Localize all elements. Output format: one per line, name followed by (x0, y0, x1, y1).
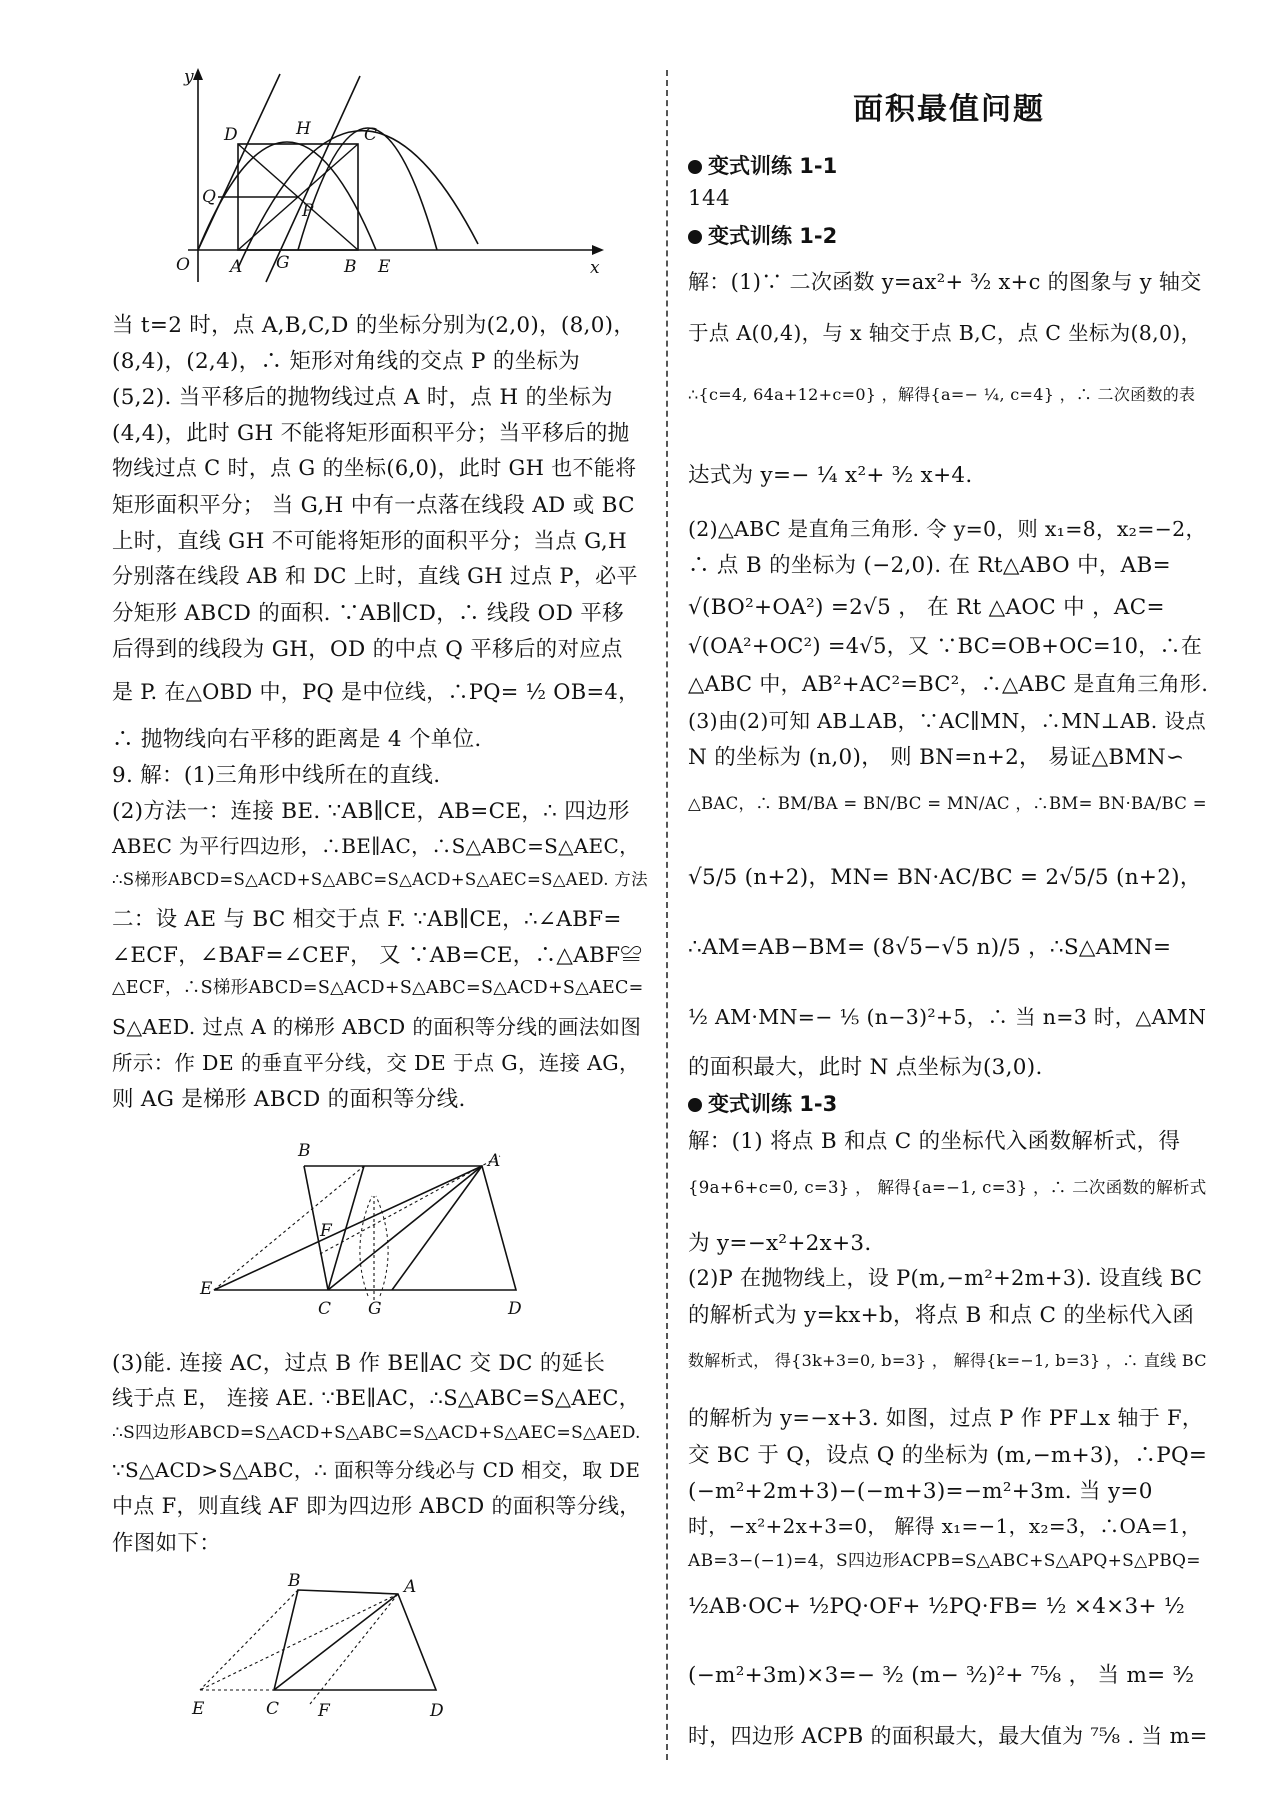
right-text-line: N 的坐标为 (n,0)， 则 BN=n+2， 易证△BMN∽ (688, 745, 1185, 770)
left-text-line: 9. 解：(1)三角形中线所在的直线. (112, 763, 441, 788)
right-text-line: 的面积最大，此时 N 点坐标为(3,0). (688, 1055, 1043, 1080)
right-text-line: ½AB·OC+ ½PQ·OF+ ½PQ·FB= ½ ×4×3+ ½ (688, 1594, 1186, 1619)
fig1-label-h: H (296, 119, 311, 139)
column-divider (666, 70, 668, 1760)
left-text-line: (4,4)，此时 GH 不能将矩形面积平分；当平移后的抛 (112, 421, 630, 446)
right-text-line: ∴AM=AB−BM= (8√5−√5 n)/5 ，∴S△AMN= (688, 935, 1172, 960)
left-text-line: ∠ECF，∠BAF=∠CEF， 又 ∵AB=CE，∴△ABF≌ (112, 943, 643, 968)
left-text-line: S△AED. 过点 A 的梯形 ABCD 的面积等分线的画法如图 (112, 1015, 642, 1039)
figure-quadrilateral-bisector (192, 1571, 544, 1728)
fig1-label-o: O (176, 255, 190, 275)
left-text-line: 分别落在线段 AB 和 DC 上时，直线 GH 过点 P，必平 (112, 564, 638, 588)
fig1-label-c: C (364, 125, 378, 145)
bullet-icon (688, 160, 702, 174)
right-text-line: √5/5 (n+2)，MN= BN·AC/BC = 2√5/5 (n+2)， (688, 865, 1202, 890)
right-text-line: ½ AM·MN=− ⅕ (n−3)²+5，∴ 当 n=3 时，△AMN (688, 1005, 1207, 1029)
fig3-label-b: B (288, 1571, 301, 1591)
fig2-label-a: A (488, 1151, 501, 1171)
right-text-line: 为 y=−x²+2x+3. (688, 1231, 872, 1256)
section-heading-label: 变式训练 1-3 (708, 1092, 838, 1116)
section-heading-label: 变式训练 1-1 (708, 154, 838, 178)
fig1-label-q: Q (202, 187, 216, 207)
fig2-label-g: G (368, 1299, 382, 1319)
fig1-label-x: x (590, 258, 600, 278)
right-text-line: △ABC 中，AB²+AC²=BC²，∴△ABC 是直角三角形. (688, 672, 1209, 696)
left-text-line: ∴S四边形ABCD=S△ACD+S△ABC=S△ACD+S△AEC=S△AED. (112, 1423, 641, 1443)
section-heading (688, 220, 837, 250)
figure-trapezoid-bisector (200, 1136, 640, 1326)
left-text-line: 后得到的线段为 GH，OD 的中点 Q 平移后的对应点 (112, 637, 623, 662)
fig2-label-f: F (320, 1221, 332, 1241)
section-heading (688, 1088, 837, 1118)
left-text-line: 则 AG 是梯形 ABCD 的面积等分线. (112, 1087, 466, 1112)
right-text-line: 时，−x²+2x+3=0， 解得 x₁=−1，x₂=3，∴OA=1， (688, 1514, 1202, 1538)
left-text-line: 上时，直线 GH 不可能将矩形的面积平分；当点 G,H (112, 529, 628, 554)
right-text-line: 解：(1)∵ 二次函数 y=ax²+ ³⁄₂ x+c 的图象与 y 轴交 (688, 270, 1202, 294)
right-text-line: 144 (688, 186, 730, 211)
bullet-icon (688, 1098, 702, 1112)
fig1-label-p: P (302, 201, 314, 221)
fig2-label-d: D (508, 1299, 522, 1319)
fig1-label-e: E (378, 257, 391, 277)
left-text-line: △ECF，∴S梯形ABCD=S△ACD+S△ABC=S△ACD+S△AEC= (112, 978, 644, 998)
right-text-line: (−m²+2m+3)−(−m+3)=−m²+3m. 当 y=0 (688, 1479, 1153, 1504)
fig2-label-e: E (200, 1279, 213, 1299)
fig1-label-b: B (344, 257, 357, 277)
left-text-line: 矩形面积平分； 当 G,H 中有一点落在线段 AD 或 BC (112, 493, 635, 518)
fig1-label-y: y (184, 67, 194, 87)
left-text-line: 所示：作 DE 的垂直平分线，交 DE 于点 G，连接 AG， (112, 1051, 640, 1075)
right-text-line: 达式为 y=− ¼ x²+ ³⁄₂ x+4. (688, 463, 973, 488)
right-text-line: 于点 A(0,4)，与 x 轴交于点 B,C，点 C 坐标为(8,0)， (688, 321, 1202, 345)
right-text-line: 的解析式为 y=kx+b，将点 B 和点 C 的坐标代入函 (688, 1303, 1195, 1328)
fig3-label-e: E (192, 1699, 205, 1719)
right-text-line: 交 BC 于 Q，设点 Q 的坐标为 (m,−m+3)，∴PQ= (688, 1443, 1208, 1468)
left-text-line: ∴ 抛物线向右平移的距离是 4 个单位. (112, 727, 482, 752)
fig1-label-d: D (224, 125, 238, 145)
left-text-line: 是 P. 在△OBD 中，PQ 是中位线，∴PQ= ½ OB=4， (112, 680, 640, 704)
right-text-line: (3)由(2)可知 AB⊥AB，∵AC∥MN，∴MN⊥AB. 设点 (688, 709, 1207, 733)
left-text-line: (5,2). 当平移后的抛物线过点 A 时，点 H 的坐标为 (112, 385, 613, 410)
section-heading (688, 150, 837, 180)
fig1-label-g: G (276, 253, 290, 273)
right-text-line: √(OA²+OC²) =4√5，又 ∵BC=OB+OC=10，∴在 (688, 634, 1203, 658)
right-text-line: ∴ 点 B 的坐标为 (−2,0). 在 Rt△ABO 中，AB= (688, 553, 1171, 578)
left-text-line: 线于点 E， 连接 AE. ∵BE∥AC，∴S△ABC=S△AEC， (112, 1386, 641, 1410)
right-text-line: √(BO²+OA²) =2√5 ， 在 Rt △AOC 中 ，AC= (688, 595, 1165, 620)
fig3-label-c: C (266, 1699, 280, 1719)
left-text-line: 当 t=2 时，点 A,B,C,D 的坐标分别为(2,0)，(8,0)， (112, 313, 636, 338)
section-heading-label: 变式训练 1-2 (708, 224, 838, 248)
fig2-label-b: B (298, 1141, 311, 1161)
right-text-line: (2)△ABC 是直角三角形. 令 y=0，则 x₁=8，x₂=−2， (688, 517, 1207, 541)
left-text-line: 作图如下： (112, 1531, 222, 1556)
left-text-line: 分矩形 ABCD 的面积. ∵AB∥CD，∴ 线段 OD 平移 (112, 601, 624, 626)
left-text-line: (3)能. 连接 AC，过点 B 作 BE∥AC 交 DC 的延长 (112, 1351, 606, 1376)
left-text-line: ∵S△ACD>S△ABC，∴ 面积等分线必与 CD 相交，取 DE (112, 1458, 641, 1482)
right-text-line: 解：(1) 将点 B 和点 C 的坐标代入函数解析式，得 (688, 1129, 1181, 1154)
right-text-line: 数解析式， 得{3k+3=0, b=3} ， 解得{k=−1, b=3} ，∴ 直线 BC (688, 1351, 1207, 1370)
right-text-line: △BAC，∴ BM/BA = BN/BC = MN/AC ，∴BM= BN·BA/BC = (688, 794, 1207, 813)
fig1-label-a: A (230, 257, 243, 277)
bullet-icon (688, 230, 702, 244)
left-text-line: ∴S梯形ABCD=S△ACD+S△ABC=S△ACD+S△AEC=S△AED. 方法 (112, 870, 648, 889)
right-text-line: {9a+6+c=0, c=3} ， 解得{a=−1, c=3} ，∴ 二次函数的解析式 (688, 1178, 1207, 1197)
right-text-line: 的解析为 y=−x+3. 如图，过点 P 作 PF⊥x 轴于 F， (688, 1406, 1204, 1430)
fig3-label-f: F (318, 1701, 330, 1721)
figure-parabola-graph (172, 68, 612, 290)
left-text-line: 二：设 AE 与 BC 相交于点 F. ∵AB∥CE，∴∠ABF= (112, 907, 622, 932)
fig3-label-d: D (430, 1701, 444, 1721)
right-text-line: (2)P 在抛物线上，设 P(m,−m²+2m+3). 设直线 BC (688, 1266, 1203, 1290)
fig3-label-a: A (404, 1577, 417, 1597)
left-text-line: 物线过点 C 时，点 G 的坐标(6,0)，此时 GH 也不能将 (112, 456, 637, 480)
right-text-line: AB=3−(−1)=4，S四边形ACPB=S△ABC+S△APQ+S△PBQ= (688, 1551, 1201, 1571)
fig2-label-c: C (318, 1299, 332, 1319)
left-text-line: (2)方法一：连接 BE. ∵AB∥CE，AB=CE，∴ 四边形 (112, 799, 630, 824)
page-title: 面积最值问题 (853, 92, 1045, 127)
right-text-line: ∴{c=4, 64a+12+c=0} ，解得{a=− ¼, c=4} ，∴ 二次函数的表 (688, 385, 1196, 404)
left-text-line: ABEC 为平行四边形，∴BE∥AC，∴S△ABC=S△AEC， (112, 834, 640, 858)
right-text-line: (−m²+3m)×3=− ³⁄₂ (m− ³⁄₂)²+ ⁷⁵⁄₈ ， 当 m= ³⁄₂ (688, 1663, 1195, 1688)
right-text-line: 时，四边形 ACPB 的面积最大，最大值为 ⁷⁵⁄₈ . 当 m= (688, 1724, 1208, 1748)
left-text-line: 中点 F，则直线 AF 即为四边形 ABCD 的面积等分线， (112, 1494, 641, 1518)
left-text-line: (8,4)，(2,4)，∴ 矩形对角线的交点 P 的坐标为 (112, 349, 581, 374)
